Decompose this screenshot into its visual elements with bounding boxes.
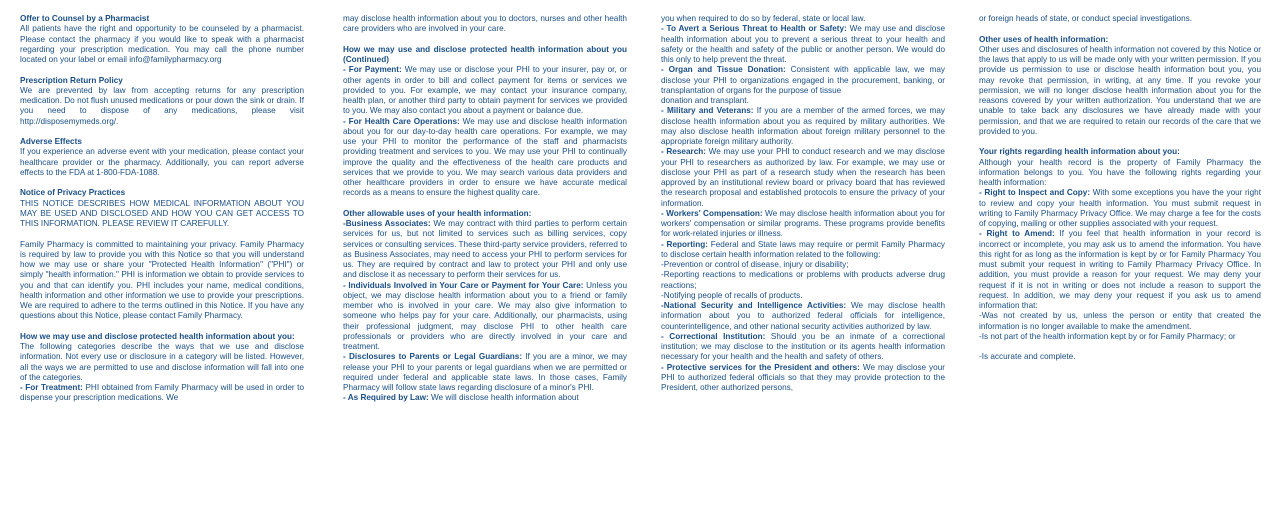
law-label: - As Required by Law: bbox=[343, 393, 429, 403]
guardians-item bbox=[343, 352, 627, 393]
correctional-item bbox=[661, 332, 945, 363]
workers-label: - Workers' Compensation: bbox=[661, 208, 763, 218]
military-label: - Military and Veterans: bbox=[661, 106, 754, 116]
organ-label: - Organ and Tissue Donation: bbox=[661, 65, 786, 75]
treatment-text: PHI obtained from Family Pharmacy will be used in order to dispense your prescription medications. We bbox=[20, 383, 305, 403]
individuals-label: - Individuals Involved in Your Care or Payment for Your Care: bbox=[343, 280, 584, 290]
individuals-item bbox=[343, 281, 627, 353]
howwe-text: The following categories describe the ways that we use and disclose information. Not every use or disclosure in a category will be listed. However, all the ways we are permitted to use and disclose information will fall into one of the categories. bbox=[20, 342, 304, 382]
military-item bbox=[661, 106, 945, 147]
inspect-item bbox=[979, 188, 1261, 229]
otheruses-text: Other uses and disclosures of health information not covered by this Notice or the laws that apply to us will be made only with your written permission. If you provide us permission to use or disclose health information bout you, you may revoke that permission, in writing, at any time. If you revoke your permission, we will no longer disclose health information about you for the reasons covered by your written authorization. You understand that we are unable to take back any disclosures we have already made with your permission, and that we are required to retain our records of the care that we provided to you. bbox=[979, 44, 1261, 136]
law-item bbox=[343, 393, 627, 403]
guardians-label: - Disclosures to Parents or Legal Guardians: bbox=[343, 352, 523, 362]
column-4 bbox=[979, 14, 1261, 363]
protective-item bbox=[661, 363, 945, 394]
guardians-text: If you are a minor, we may release your PHI to your parents or legal guardians when we are permitted or required under federal and applicable state laws. In those cases, Family Pharmacy will follow state laws regarding disclosure of a minor's PHI. bbox=[343, 352, 627, 392]
amend-list-item: -Is accurate and complete. bbox=[979, 352, 1076, 362]
organ-item bbox=[661, 65, 945, 96]
reporting-item bbox=[661, 240, 945, 261]
otheruses-section bbox=[979, 35, 1261, 138]
inspect-text: With some exceptions you have the your right to review and copy your health information. You must submit request in writing to Family Pharmacy Privacy Office. We may charge a fee for the costs of copying, mailing or other supplies associated with your request. bbox=[979, 188, 1261, 228]
operations-text: We may use and disclose health information about you for our day-to-day health care operations. For example, we may use your PHI to monitor the performance of the staff and pharmacists providing treatment and services to you. We may use your PHI to continually improve the quality and the effectiveness of the health care products and services that we provide to you. We may search various data providers and other healthcare providers in order to ensure we have accurate medical records as a means to ensure the highest quality care. bbox=[343, 116, 627, 198]
reporting-list-item: -Reporting reactions to medications or problems with products adverse drug reactions; bbox=[661, 270, 945, 290]
commitment-paragraph: Family Pharmacy is committed to maintaining your privacy. Family Pharmacy is required by law to provide you with this Notice so that you will understand how we may use or share your "Protected Health Information" ("PHI") or simply "health information." PHI is information we obtain to provide services to you and that can identify you. PHI includes your name, medical conditions, health information and other information we use to provide your prescriptions. We are required to adhere to the terms outlined in this Notice. If you have any questions about this Notice, please contact Family Pharmacy. bbox=[20, 239, 304, 321]
howwe-heading: How we may use and disclose protected health information about you: bbox=[20, 331, 295, 341]
workers-item bbox=[661, 209, 945, 240]
correctional-text: Should you be an inmate of a correctional institution; we may disclose to the institution or its agents health information necessary for your health and the health and safety of others. bbox=[661, 331, 945, 362]
research-label: - Research: bbox=[661, 147, 706, 157]
protective-label: - Protective services for the President and others: bbox=[661, 362, 860, 372]
organ-text: Consistent with applicable law, we may disclose your PHI to organizations engaged in the procurement, banking, or transplantation of organs for the purpose of tissue bbox=[661, 65, 945, 95]
col4-continued-text: or foreign heads of state, or conduct special investigations. bbox=[979, 14, 1192, 23]
payment-item bbox=[343, 65, 627, 116]
adverse-heading: Adverse Effects bbox=[20, 137, 82, 146]
privacy-caps-text: THIS NOTICE DESCRIBES HOW MEDICAL INFORMATION ABOUT YOU MAY BE USED AND DISCLOSED AND HOW YOU CAN GET ACCESS TO THIS INFORMATION. PLEASE REVIEW IT CAREFULLY. bbox=[20, 198, 304, 228]
rights-section bbox=[979, 147, 1261, 188]
return-text: We are prevented by law from accepting returns for any prescription medication. Do not flush unused medications or pour down the sink or drain. If you need to dispose of any medications, please visit http://disposemymeds.org/. bbox=[20, 85, 304, 126]
column-1 bbox=[20, 14, 304, 404]
rights-heading: Your rights regarding health information about you: bbox=[979, 147, 1180, 157]
organ-text-line2: donation and transplant. bbox=[661, 96, 749, 105]
amend-list-item: -Was not created by us, unless the person or entity that created the information is no longer available to make the amendment. bbox=[979, 311, 1261, 331]
amend-text: If you feel that health information in your record is incorrect or incomplete, you may ask us to amend the information. You have this right for as long as the information is kept by or for Family Pharmacy You must submit your request in writing to Family Pharmacy Privacy Office. In addition, you must provide a reason for your request. We may deny your request if it is not in writing or does not include a reason to support the request. In addition, we may deny your request if you ask us to amend information that: bbox=[979, 229, 1261, 310]
inspect-label: - Right to Inspect and Copy: bbox=[979, 188, 1091, 198]
treatment-item bbox=[20, 383, 304, 404]
reporting-list-item: -Prevention or control of disease, injury or disability; bbox=[661, 260, 849, 269]
threat-label: - To Avert a Serious Threat to Health or Safety: bbox=[661, 24, 847, 34]
howwe-section bbox=[20, 332, 304, 383]
security-text: We may disclose health information about you to authorized federal officials for intelligence, counterintelligence, and other national security activities authorized by law. bbox=[661, 301, 945, 331]
counsel-text: All patients have the right and opportunity to be counseled by a pharmacist. Please contact the pharmacy if you would like to speak with a pharmacist regarding your prescription medication. You may call the phone number located on your label or email info@familypharmacy.org bbox=[20, 24, 304, 64]
howwe2-heading bbox=[343, 45, 627, 66]
counsel-section bbox=[20, 14, 304, 65]
security-item bbox=[661, 301, 945, 332]
reporting-label: - Reporting: bbox=[661, 239, 708, 249]
business-item bbox=[343, 219, 627, 281]
threat-item bbox=[661, 24, 945, 65]
column-2 bbox=[343, 14, 627, 404]
amend-label: - Right to Amend: bbox=[979, 229, 1055, 239]
privacy-section bbox=[20, 188, 304, 229]
security-label: -National Security and Intelligence Activities: bbox=[661, 301, 847, 310]
correctional-label: - Correctional Institution: bbox=[661, 331, 766, 341]
military-text: If you are a member of the armed forces, we may disclose health information about you as required by military authorities. We may also disclose health information about foreign military personnel to the appropriate foreign military authority. bbox=[661, 106, 946, 146]
col2-continued-text: may disclose health information about you to doctors, nurses and other health care providers who are involved in your care. bbox=[343, 14, 627, 34]
adverse-text: If you experience an adverse event with your medication, please contact your healthcare provider or the pharmacy. Additionally, you can report adverse effects to the FDA at 1-800-FDA-1088. bbox=[20, 147, 304, 177]
payment-text: We may use or disclose your PHI to your insurer, pay or, or other agents in order to bill and collect payment for items or services we provided to you. For example, we may contact your insurance company, health plan, or another third party to obtain payment for services we provided to you. We may also contact you about a payment or balance due. bbox=[343, 65, 627, 116]
amend-item bbox=[979, 229, 1261, 311]
reporting-text: Federal and State laws may require or permit Family Pharmacy to disclose certain health information related to the following: bbox=[661, 239, 946, 259]
individuals-text: Unless you object, we may disclose health information about you to a friend or family member who is involved in your care. We may also give information to someone who helps pay for your care. Additionally, our pharmacists, using their professional judgment, may disclose PHI to other health care professionals or providers who are directly involved in your care and treatment. bbox=[343, 280, 627, 351]
threat-text: We may use and disclose health information about you to prevent a serious threat to your health and safety or the health and safety of the public or another person. We would do this only to help prevent the threat. bbox=[661, 24, 946, 64]
treatment-label: - For Treatment: bbox=[20, 383, 83, 392]
howwe2-heading-text: How we may use and disclose protected health information about you (Continued) bbox=[343, 44, 627, 64]
operations-label: - For Health Care Operations: bbox=[343, 116, 460, 126]
col3-continued-text: you when required to do so by federal, state or local law. bbox=[661, 14, 866, 23]
reporting-list-item: -Notifying people of recalls of products. bbox=[661, 290, 803, 300]
amend-list-item: -Is not part of the health information kept by or for Family Pharmacy; or bbox=[979, 331, 1236, 341]
rights-text: Although your health record is the property of Family Pharmacy the information belongs to you. You have the following rights regarding your health information: bbox=[979, 157, 1261, 187]
return-heading: Prescription Return Policy bbox=[20, 75, 123, 85]
payment-label: - For Payment: bbox=[343, 65, 402, 75]
business-text: We may contract with third parties to perform certain services for us, but not limited to services such as billing services, copy services or consulting services. These third-party service providers, referred to as Business Associates, may need to access your PHI to perform services for us. They are required by contract and law to protect your PHI and only use and disclose it as necessary to perform their services for us. bbox=[343, 219, 627, 280]
counsel-heading: Offer to Counsel by a Pharmacist bbox=[20, 14, 150, 23]
privacy-heading: Notice of Privacy Practices bbox=[20, 188, 126, 198]
protective-text: We may disclose your PHI to authorized federal officials so that they may provide protection to the President, other authorized persons, bbox=[661, 362, 945, 392]
workers-text: We may disclose health information about you for workers' compensation or similar programs. These programs provide benefits for work-related injuries or illness. bbox=[661, 208, 945, 239]
research-item bbox=[661, 147, 945, 209]
other-heading-text: Other allowable uses of your health information: bbox=[343, 208, 532, 218]
business-label: -Business Associates: bbox=[343, 219, 431, 228]
return-section bbox=[20, 76, 304, 127]
law-text: We will disclose health information about bbox=[428, 393, 579, 403]
research-text: We may use your PHI to conduct research and we may disclose your PHI to researchers as authorized by law. For example, we may use or disclose your PHI as part of a research study when the research has been approved by an institutional review board or privacy board that has reviewed the research proposal and established protocols to ensure the privacy of your information. bbox=[661, 147, 945, 208]
adverse-section bbox=[20, 137, 304, 178]
column-3 bbox=[661, 14, 945, 393]
operations-item bbox=[343, 117, 627, 199]
other-heading bbox=[343, 209, 627, 219]
otheruses-heading: Other uses of health information: bbox=[979, 34, 1109, 44]
